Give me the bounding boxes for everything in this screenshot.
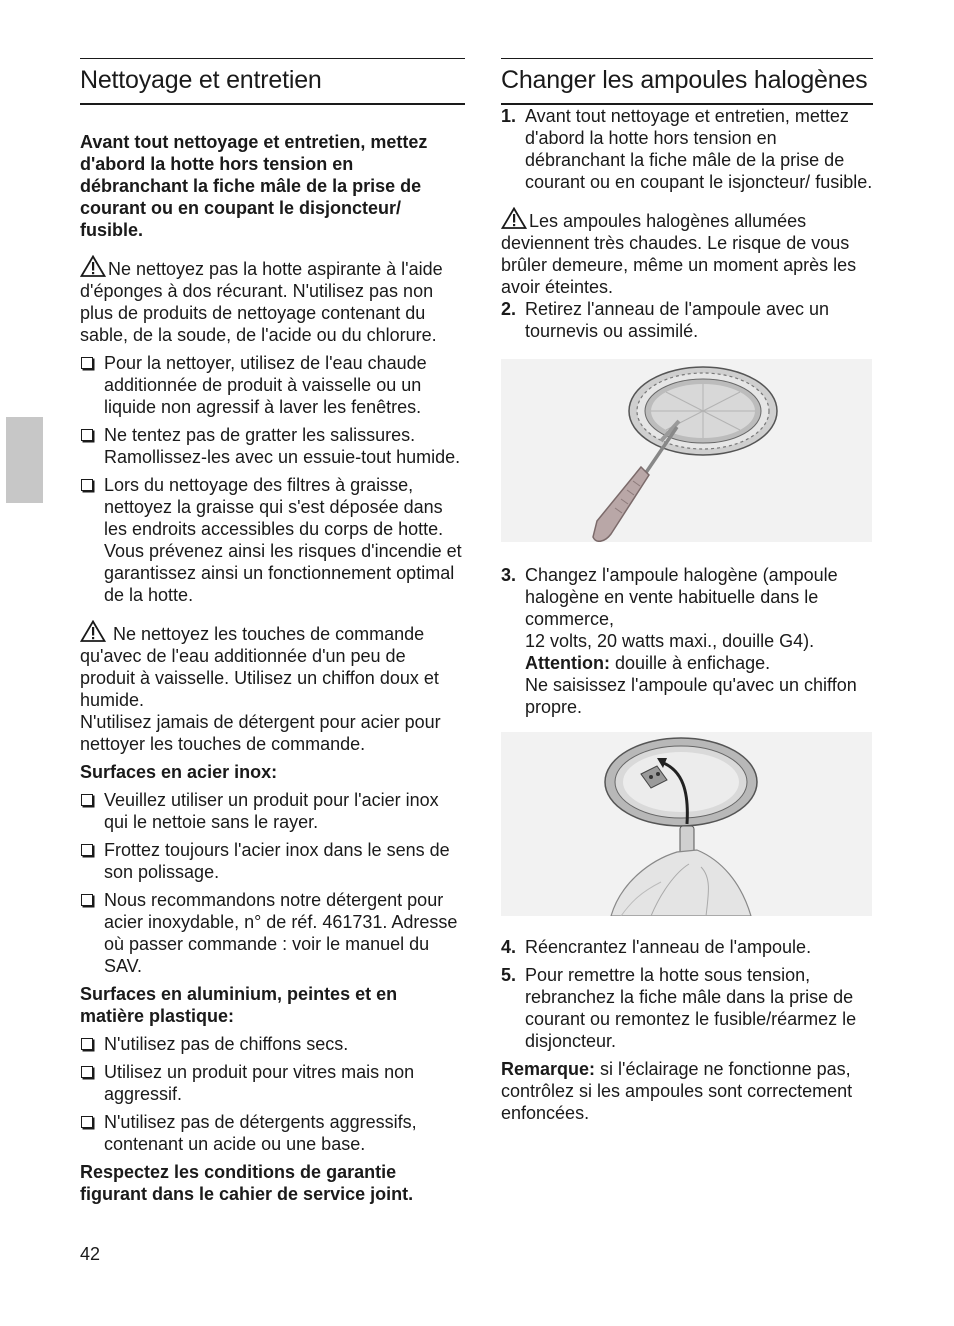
step-text: Ne saisissez l'ampoule qu'avec un chiffon propre. — [525, 675, 857, 717]
halogen-warning — [501, 207, 873, 298]
list-item — [80, 1033, 465, 1055]
illustration-screwdriver-ring — [501, 359, 872, 542]
cleaning-warning-2 — [80, 620, 465, 711]
step-text: douille à enfichage. — [609, 653, 771, 673]
step-item — [501, 564, 873, 718]
steps-list-b — [501, 298, 873, 342]
step-number: 2. — [501, 299, 517, 319]
inox-list — [80, 789, 465, 977]
list-item-text: Utilisez un produit pour vitres mais non aggressif. — [104, 1062, 415, 1104]
warning-triangle-icon — [80, 620, 106, 642]
alu-list — [80, 1033, 465, 1155]
step-text: Pour remettre la hotte sous tension, rebranchez la fiche mâle dans la prise de courant ou remontez le fusible/réarmez le disjoncteur. — [525, 965, 857, 1051]
cleaning-list — [80, 352, 465, 606]
list-item — [80, 1111, 465, 1155]
step-text: 12 volts, 20 watts maxi., douille G4). — [525, 631, 815, 651]
steps-list-a — [501, 105, 873, 193]
step-number: 1. — [501, 106, 517, 126]
checkbox-bullet-icon — [81, 1116, 93, 1128]
attention-label: Attention: — [525, 653, 610, 673]
checkbox-bullet-icon — [81, 1066, 93, 1078]
list-item — [80, 474, 465, 606]
checkbox-bullet-icon — [81, 357, 93, 369]
warning-text: Les ampoules halogènes allumées deviennent très chaudes. Le risque de vous brûler demeure, même un moment après les avoir éteintes. — [501, 211, 857, 297]
list-item-text: Veuillez utiliser un produit pour l'acier inox qui le nettoie sans le rayer. — [104, 790, 439, 832]
step-text: Avant tout nettoyage et entretien, mettez d'abord la hotte hors tension en débranchant la fiche mâle de la prise de courant ou en coupant le isjoncteur/ fusible. — [525, 106, 873, 192]
cleaning-intro: Avant tout nettoyage et entretien, mettez d'abord la hotte hors tension en débranchant la fiche mâle de la prise de courant ou en coupant le disjoncteur/ fusible. — [80, 132, 428, 240]
list-item — [80, 424, 465, 468]
steps-list-d — [501, 936, 873, 1052]
list-item-text: Pour la nettoyer, utilisez de l'eau chaude additionnée de produit à vaisselle ou un liquide non agressif à laver les fenêtres. — [104, 353, 427, 417]
list-item — [80, 839, 465, 883]
step-text: Changez l'ampoule halogène (ampoule halogène en vente habituelle dans le commerce, — [525, 565, 838, 629]
step-number: 3. — [501, 565, 517, 585]
list-item-text: Nous recommandons notre détergent pour acier inoxydable, n° de réf. 461731. Adresse où passer commande : voir le manuel du SAV. — [104, 890, 458, 976]
section-tab-marker — [6, 417, 43, 503]
warranty-note: Respectez les conditions de garantie figurant dans le cahier de service joint. — [80, 1162, 414, 1204]
left-column — [80, 58, 465, 1205]
page-number: 42 — [80, 1244, 101, 1264]
section-title-halogen: Changer les ampoules halogènes — [501, 58, 873, 105]
step-item — [501, 298, 873, 342]
checkbox-bullet-icon — [81, 429, 93, 441]
step-number: 5. — [501, 965, 517, 985]
step-item — [501, 105, 873, 193]
list-item-text: Lors du nettoyage des filtres à graisse, nettoyez la graisse qui s'est déposée dans les endroits accessibles du corps de hotte. Vous prévenez ainsi les risques d'incendie et garantissez ainsi un fonctionnement optimal de la hotte. — [104, 475, 462, 605]
checkbox-bullet-icon — [81, 844, 93, 856]
list-item — [80, 352, 465, 418]
list-item-text: N'utilisez pas de détergents aggressifs, contenant un acide ou une base. — [104, 1112, 417, 1154]
warning-triangle-icon — [80, 255, 106, 277]
list-item — [80, 1061, 465, 1105]
checkbox-bullet-icon — [81, 794, 93, 806]
cleaning-warning-1 — [80, 255, 465, 346]
warning-triangle-icon — [501, 207, 527, 229]
figure-remove-ring — [501, 359, 872, 542]
step-item — [501, 964, 873, 1052]
list-item-text: N'utilisez pas de chiffons secs. — [104, 1034, 349, 1054]
list-item-text: Ne tentez pas de gratter les salissures. Ramollissez-les avec un essuie-tout humide. — [104, 425, 461, 467]
cleaning-warning-2b: N'utilisez jamais de détergent pour acier pour nettoyer les touches de commande. — [80, 712, 441, 754]
checkbox-bullet-icon — [81, 479, 93, 491]
step-number: 4. — [501, 937, 517, 957]
remark — [501, 1058, 873, 1124]
step-text: Réencrantez l'anneau de l'ampoule. — [525, 937, 812, 957]
alu-heading: Surfaces en aluminium, peintes et en matière plastique: — [80, 984, 398, 1026]
remark-label: Remarque: — [501, 1059, 596, 1079]
list-item-text: Frottez toujours l'acier inox dans le sens de son polissage. — [104, 840, 450, 882]
list-item — [80, 789, 465, 833]
warning-text: Ne nettoyez les touches de commande qu'avec de l'eau additionnée d'un peu de produit à vaisselle. Utilisez un chiffon doux et humide. — [80, 624, 439, 710]
section-title-cleaning: Nettoyage et entretien — [80, 58, 465, 105]
figure-change-bulb — [501, 732, 872, 916]
checkbox-bullet-icon — [81, 894, 93, 906]
inox-heading: Surfaces en acier inox: — [80, 762, 278, 782]
step-item — [501, 936, 873, 958]
illustration-bulb-hand — [501, 732, 872, 916]
checkbox-bullet-icon — [81, 1038, 93, 1050]
list-item — [80, 889, 465, 977]
step-text: Retirez l'anneau de l'ampoule avec un tournevis ou assimilé. — [525, 299, 830, 341]
remark-text: si l'éclairage ne fonctionne pas, contrôlez si les ampoules sont correctement enfoncées. — [501, 1059, 853, 1123]
warning-text: Ne nettoyez pas la hotte aspirante à l'aide d'éponges à dos récurant. N'utilisez pas non plus de produits de nettoyage contenant du sable, de la soude, de l'acide ou du chlorure. — [80, 259, 443, 345]
right-column — [501, 58, 873, 1124]
steps-list-c — [501, 564, 873, 718]
